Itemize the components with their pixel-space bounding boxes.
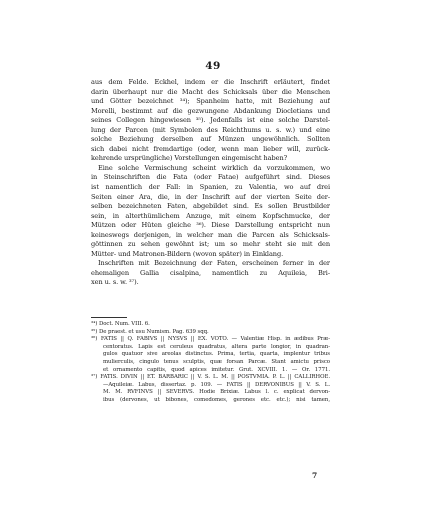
body-text <box>91 78 330 288</box>
text-line: Seiten einer Ara, die, in der Inschrift auf der vierten Seite der- <box>91 192 330 201</box>
text-line: Mützen oder Hüten gleiche ³⁶). Diese Darstellung entspricht nun <box>91 221 330 230</box>
text-line: kehrende ursprüngliche) Vorstellungen eingemischt haben? <box>91 154 288 163</box>
footnote-line: —Aquileiæ. Labus, dissertaz. p. 109. — FATIS || DERVONIBUS || V. S. L. <box>103 381 330 388</box>
footnote-line: mulierculis, cingulo tenus sculptis, quæ forsan Parcæ. Stant amictu prisco <box>103 358 330 365</box>
text-line: göttinnen zu sehen gewöhnt ist; um so mehr steht sie mit den <box>91 240 330 249</box>
text-line: Eine solche Vermischung scheint wirklich da vorzukommen, wo <box>98 163 330 172</box>
text-line: Morelli, bestimmt auf die gezwungene Abdankung Diocletians und <box>91 106 330 115</box>
text-line: sein, in alterthümlichem Anzuge, mit einem Kopfschmucke, der <box>91 211 330 220</box>
text-line: keineswegs derjenigen, in welcher man die Parcen als Schicksals- <box>91 230 330 239</box>
footnote-line: ibus (dervones, ut bibones, comedomes, gerones etc. etc.); nisi tamen, <box>103 396 330 403</box>
text-line: Mütter- und Matronen-Bildern (wovon später) in Einklang. <box>91 249 284 258</box>
footnote-line: centoratus. Lapis est ceruleus quadratus, altera parte longior, in quadran- <box>103 343 330 350</box>
text-line: lung der Parcen (mit Symbolen des Reichthums u. s. w.) und eine <box>91 125 330 134</box>
text-line: sich dabei nicht fremdartige (oder, wenn man lieber will, zurück- <box>91 144 330 153</box>
footnote-line: ³⁷) FATIS. DIVIN || ET. BARBARIC || V. S. L. M. || POSTVMIA. P. L. || CALLIRHOE. <box>91 374 330 381</box>
text-line: ist namentlich der Fall: in Spanien, zu Valentia, wo auf drei <box>91 183 330 192</box>
footnote-line: ³⁵) De praest. et usu Numism. Pag. 639 sqq. <box>91 328 209 335</box>
text-line: Inschriften mit Bezeichnung der Faten, erscheinen ferner in der <box>98 259 330 268</box>
footnote-divider <box>91 317 127 318</box>
text-line: solche Beziehung derselben auf Münzen ungewöhnlich. Sollten <box>91 135 330 144</box>
footnote-line: M. M. RVFINVS || SEVERVS. Hodie Brixiæ. Labus l. c. explicat dervon- <box>103 389 330 396</box>
footnote-line: ³⁶) FATIS || Q. FABIVS || NYSVS || EX. VOTO. — Valentiæ Hisp. in ædibus Præ- <box>91 336 330 343</box>
text-line: xen u. s. w. ³⁷). <box>91 278 139 287</box>
text-line: selben bezeichneten Faten, abgebildet sind. Es sollen Brustbilder <box>91 202 330 211</box>
footnote-line: gulos quatuor sive areolas distinctus. Prima, tertia, quarta, implentur tribus <box>103 351 330 358</box>
text-line: ehemaligen Gallia cisalpina, namentlich zu Aquileia, Bri- <box>91 268 330 277</box>
signature-mark: 7 <box>312 471 318 480</box>
text-line: und Götter bezeichnet ³⁴); Spanheim hatte, mit Beziehung auf <box>91 97 330 106</box>
footnotes <box>91 321 330 405</box>
text-line: seines Collegen hingewiesen ³⁵). Jedenfalls ist eine solche Darstel- <box>91 116 330 125</box>
page-number: 49 <box>205 60 221 72</box>
footnote-line: et ornamento capitis, quod apices imitetur. Grut. XCVIII. 1. — Or. 1771. <box>103 366 330 373</box>
text-line: in Steinschriften die Fata (oder Fatae) aufgeführt sind. Dieses <box>91 173 330 182</box>
text-line: darin überhaupt nur die Macht des Schicksals über die Menschen <box>91 87 330 96</box>
text-line: aus dem Felde. Eckhel, indem er die Inschrift erläutert, findet <box>91 78 330 86</box>
footnote-line: ³⁴) Doct. Num. VIII. 6. <box>91 321 150 327</box>
